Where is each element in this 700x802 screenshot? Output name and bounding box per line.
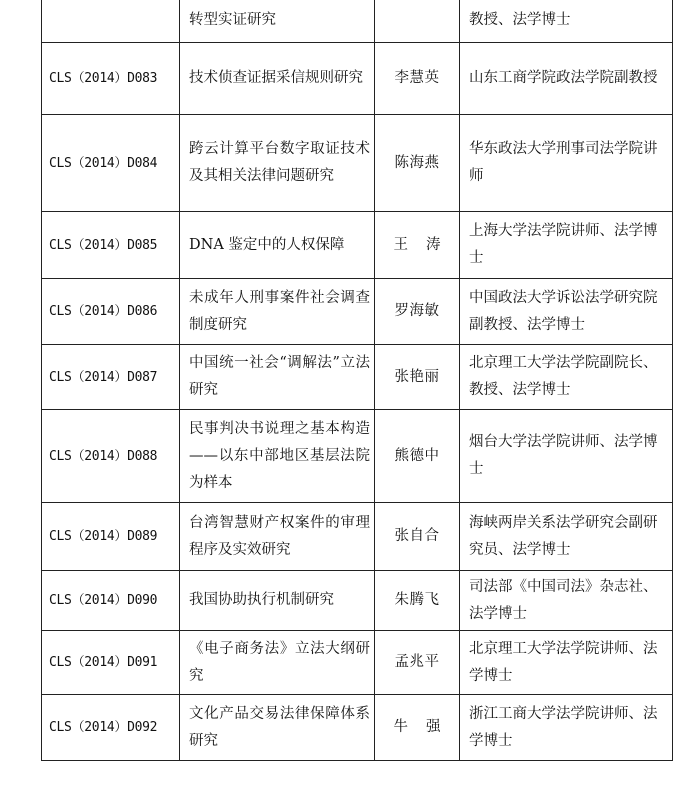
project-leader-cell: 王涛	[375, 212, 460, 279]
project-title-cell: 跨云计算平台数字取证技术及其相关法律问题研究	[180, 115, 375, 212]
table-row	[42, 0, 673, 43]
project-title-cell: 我国协助执行机制研究	[180, 571, 375, 631]
table-row	[42, 503, 673, 571]
project-table	[41, 0, 673, 761]
table-row	[42, 410, 673, 503]
project-code-cell: CLS（2014）D086	[42, 279, 180, 345]
affiliation-cell: 烟台大学法学院讲师、法学博士	[460, 410, 673, 503]
affiliation-cell: 浙江工商大学法学院讲师、法学博士	[460, 695, 673, 761]
affiliation-cell: 上海大学法学院讲师、法学博士	[460, 212, 673, 279]
affiliation-cell: 北京理工大学法学院副院长、教授、法学博士	[460, 345, 673, 410]
project-leader-cell: 熊德中	[375, 410, 460, 503]
project-leader-cell: 张艳丽	[375, 345, 460, 410]
project-leader-cell: 孟兆平	[375, 631, 460, 695]
project-code-cell: CLS（2014）D092	[42, 695, 180, 761]
table-row	[42, 345, 673, 410]
project-title-cell: 技术侦查证据采信规则研究	[180, 43, 375, 115]
project-leader-cell: 罗海敏	[375, 279, 460, 345]
project-leader-cell	[375, 0, 460, 43]
affiliation-cell: 司法部《中国司法》杂志社、法学博士	[460, 571, 673, 631]
project-leader-cell: 陈海燕	[375, 115, 460, 212]
project-title-cell: 《电子商务法》立法大纲研究	[180, 631, 375, 695]
project-title-cell: 转型实证研究	[180, 0, 375, 43]
table-row	[42, 115, 673, 212]
project-code-cell: CLS（2014）D083	[42, 43, 180, 115]
project-code-cell: CLS（2014）D085	[42, 212, 180, 279]
project-code-cell: CLS（2014）D091	[42, 631, 180, 695]
affiliation-cell: 教授、法学博士	[460, 0, 673, 43]
table-row	[42, 279, 673, 345]
table-row	[42, 212, 673, 279]
table-row	[42, 43, 673, 115]
project-code-cell: CLS（2014）D089	[42, 503, 180, 571]
project-code-cell: CLS（2014）D088	[42, 410, 180, 503]
project-title-cell: 中国统一社会“调解法”立法研究	[180, 345, 375, 410]
project-code-cell: CLS（2014）D087	[42, 345, 180, 410]
project-code-cell	[42, 0, 180, 43]
table-row	[42, 571, 673, 631]
project-leader-cell: 李慧英	[375, 43, 460, 115]
project-leader-cell: 牛强	[375, 695, 460, 761]
project-title-cell: DNA 鉴定中的人权保障	[180, 212, 375, 279]
affiliation-cell: 华东政法大学刑事司法学院讲师	[460, 115, 673, 212]
project-code-cell: CLS（2014）D090	[42, 571, 180, 631]
project-title-cell: 文化产品交易法律保障体系研究	[180, 695, 375, 761]
affiliation-cell: 山东工商学院政法学院副教授	[460, 43, 673, 115]
table-row	[42, 631, 673, 695]
table-row	[42, 695, 673, 761]
project-leader-cell: 朱腾飞	[375, 571, 460, 631]
affiliation-cell: 北京理工大学法学院讲师、法学博士	[460, 631, 673, 695]
project-title-cell: 台湾智慧财产权案件的审理程序及实效研究	[180, 503, 375, 571]
affiliation-cell: 中国政法大学诉讼法学研究院副教授、法学博士	[460, 279, 673, 345]
project-title-cell: 民事判决书说理之基本构造——以东中部地区基层法院为样本	[180, 410, 375, 503]
project-leader-cell: 张自合	[375, 503, 460, 571]
affiliation-cell: 海峡两岸关系法学研究会副研究员、法学博士	[460, 503, 673, 571]
project-title-cell: 未成年人刑事案件社会调查制度研究	[180, 279, 375, 345]
project-code-cell: CLS（2014）D084	[42, 115, 180, 212]
